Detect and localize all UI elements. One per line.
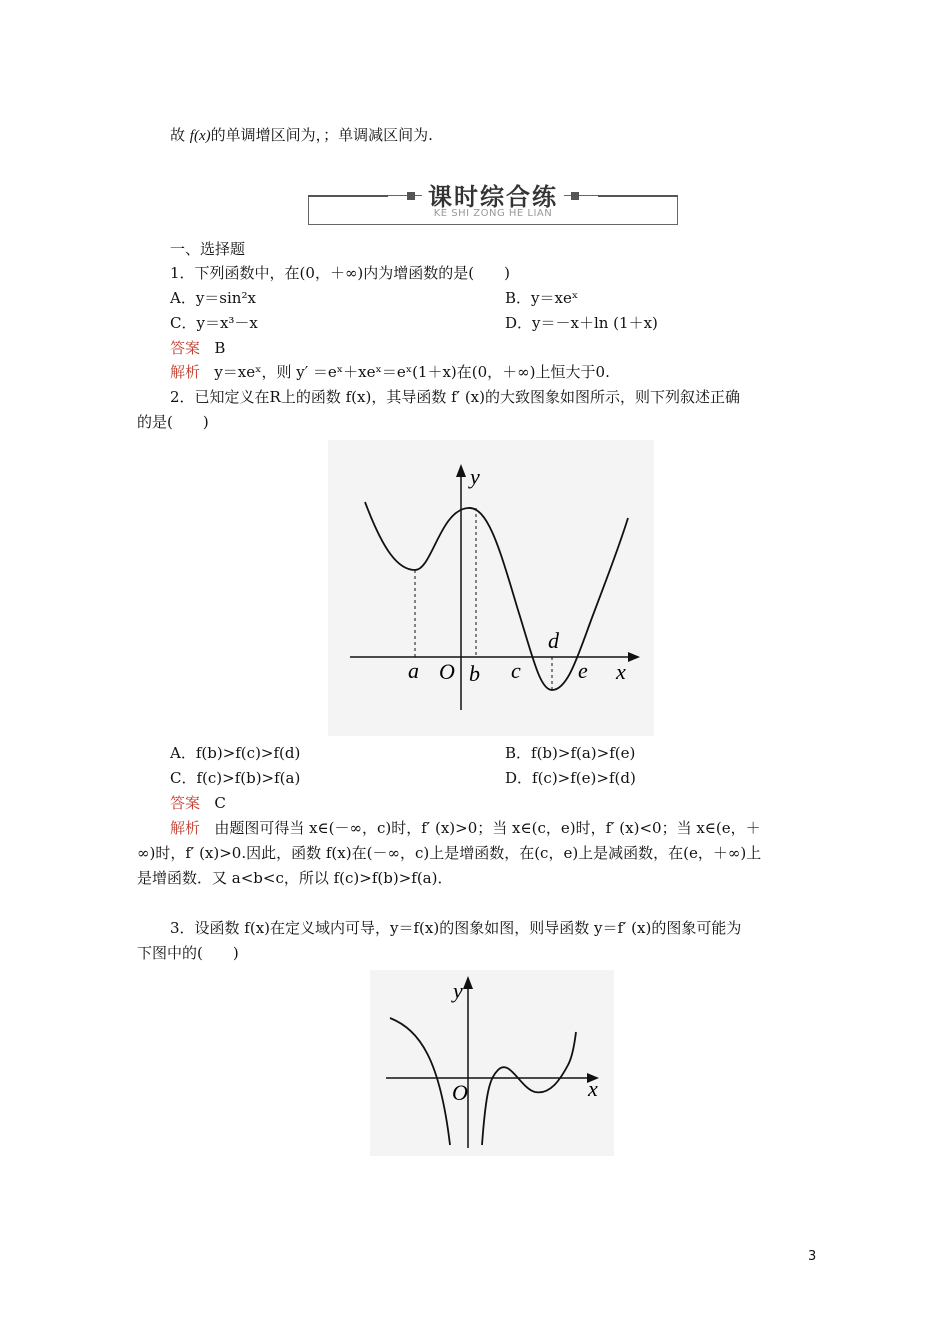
q2-stem-line2: 的是( ) xyxy=(137,413,209,431)
q3-label-origin: O xyxy=(452,1080,468,1105)
intro-line xyxy=(170,125,433,146)
q3-stem-line2: 下图中的( ) xyxy=(137,944,239,962)
page-number: 3 xyxy=(808,1249,817,1264)
q2-label-origin: O xyxy=(439,659,455,684)
q2-derivative-graph xyxy=(328,440,654,736)
q3-function-graph xyxy=(370,970,614,1156)
q1-answer xyxy=(170,338,225,358)
q1-stem: 1．下列函数中，在(0，＋∞)内为增函数的是( ) xyxy=(170,264,510,282)
banner-subtitle: KE SHI ZONG HE LIAN xyxy=(433,208,553,219)
q2-option-a: A．f(b)>f(c)>f(d) xyxy=(170,744,301,762)
q1-option-a: A．y＝sin²x xyxy=(170,289,256,307)
q2-analysis-label: 解析 xyxy=(170,819,201,837)
section-heading: 一、选择题 xyxy=(170,240,246,258)
q2-label-y: y xyxy=(470,464,480,489)
q1-answer-label: 答案 xyxy=(170,339,201,357)
intro-prefix: 故 xyxy=(170,126,190,144)
q2-option-d: D．f(c)>f(e)>f(d) xyxy=(505,769,636,787)
q2-analysis-line3: 是增函数．又 a<b<c，所以 f(c)>f(b)>f(a)． xyxy=(137,869,453,887)
banner-title: 课时综合练 xyxy=(422,183,564,211)
q2-analysis-line1 xyxy=(170,818,761,838)
q1-option-c: C．y＝x³－x xyxy=(170,314,258,332)
q2-graph-bg xyxy=(328,440,654,736)
q1-analysis xyxy=(170,362,610,382)
q3-label-y: y xyxy=(453,978,463,1003)
q2-label-a: a xyxy=(408,658,419,683)
banner-title-wrap xyxy=(308,177,678,212)
q3-label-x: x xyxy=(588,1076,598,1101)
q2-label-e: e xyxy=(578,658,588,683)
q2-answer xyxy=(170,793,226,813)
q2-answer-label: 答案 xyxy=(170,794,201,812)
q2-analysis-line2: ∞)时，f′ (x)>0.因此，函数 f(x)在(－∞，c)上是增函数，在(c，e)上是减函数，在(e，＋∞)上 xyxy=(137,844,762,862)
q3-stem-line1: 3．设函数 f(x)在定义域内可导，y＝f(x)的图象如图，则导函数 y＝f′ (x)的图象可能为 xyxy=(170,919,742,937)
q1-analysis-text: y＝xeˣ，则 y′ ＝eˣ＋xeˣ＝eˣ(1＋x)在(0，＋∞)上恒大于0. xyxy=(214,363,610,381)
q3-graph-bg xyxy=(370,970,614,1156)
q1-analysis-label: 解析 xyxy=(170,363,201,381)
q1-option-d: D．y＝－x＋ln (1＋x) xyxy=(505,314,658,332)
section-banner xyxy=(308,177,678,225)
q2-label-c: c xyxy=(511,658,521,683)
q1-option-b: B．y＝xeˣ xyxy=(505,289,579,307)
q2-stem-line1: 2．已知定义在R上的函数 f(x)，其导函数 f′ (x)的大致图象如图所示，则下列叙述正确 xyxy=(170,388,740,406)
q2-option-b: B．f(b)>f(a)>f(e) xyxy=(505,744,636,762)
q2-option-c: C．f(c)>f(b)>f(a) xyxy=(170,769,301,787)
intro-suffix: 的单调增区间为，；单调减区间为. xyxy=(210,126,433,144)
q2-label-b: b xyxy=(469,661,480,686)
q2-analysis-text1: 由题图可得当 x∈(－∞，c)时，f′ (x)>0；当 x∈(c，e)时，f′ (x)<0；当 x∈(e，＋ xyxy=(214,819,761,837)
q2-label-d: d xyxy=(548,628,559,653)
intro-fx: f(x) xyxy=(189,128,211,144)
q1-answer-value: B xyxy=(214,339,226,357)
q2-answer-value: C xyxy=(214,794,226,812)
q2-label-x: x xyxy=(616,659,626,684)
